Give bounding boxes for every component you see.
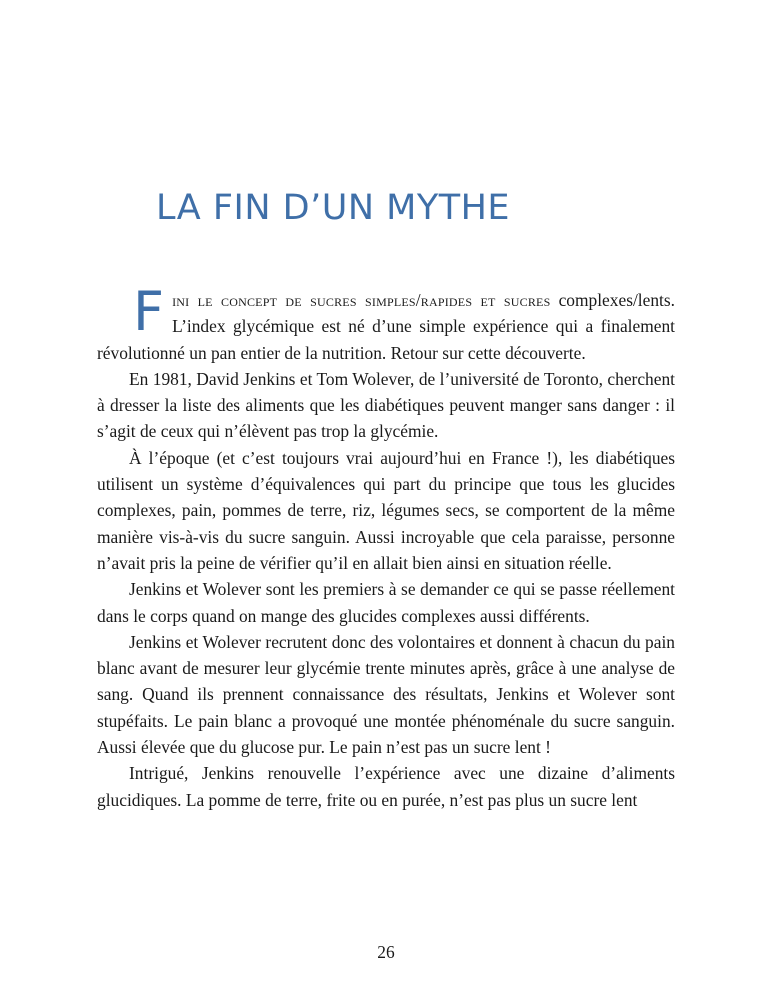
page-number: 26 [377, 942, 395, 962]
paragraph-3: Jenkins et Wolever sont les premiers à se demander ce qui se passe réellement dans le corps quand on mange des glucides complexes aussi différents. [97, 579, 675, 626]
drop-cap: F [133, 280, 165, 343]
paragraph-5: Intrigué, Jenkins renouvelle l’expérience avec une dizaine d’aliments glucidiques. La pomme de terre, frite ou en purée, n’est pas plus un sucre lent [97, 763, 675, 810]
paragraph-1: En 1981, David Jenkins et Tom Wolever, de l’université de Toronto, cherchent à dresser la liste des aliments que les diabétiques peuvent manger sans danger : il s’agit de ceux qui n’élèvent pas trop la glycémie. [97, 368, 675, 442]
lead-small-caps: ini le concept de sucres simples/rapides et sucres [172, 290, 551, 310]
chapter-title: LA FIN D’UN MYTHE [156, 188, 511, 228]
lead-text: complexes/lents. L’index glycémique est né d’une simple expérience qui a finalement révolutionné un pan entier de la nutrition. Retour sur cette découverte. [97, 290, 675, 363]
paragraph-2: À l’époque (et c’est toujours vrai aujourd’hui en France !), les diabétiques utilisent un système d’équivalences qui part du principe que tous les glucides complexes, pain, pommes de terre, riz, légumes secs, se comportent de la même manière vis-à-vis du sucre sanguin. Aussi incroyable que cela paraisse, personne n’avait pris la peine de vérifier qu’il en allait bien ainsi en situation réelle. [97, 447, 675, 573]
lead-paragraph [97, 280, 675, 366]
body-text [97, 280, 675, 813]
paragraph-4: Jenkins et Wolever recrutent donc des volontaires et donnent à chacun du pain blanc avant de mesurer leur glycémie trente minutes après, grâce à une analyse de sang. Quand ils prennent connaissance des résultats, Jenkins et Wolever sont stupéfaits. Le pain blanc a provoqué une montée phénoménale du sucre sanguin. Aussi élevée que du glucose pur. Le pain n’est pas un sucre lent ! [97, 631, 675, 758]
